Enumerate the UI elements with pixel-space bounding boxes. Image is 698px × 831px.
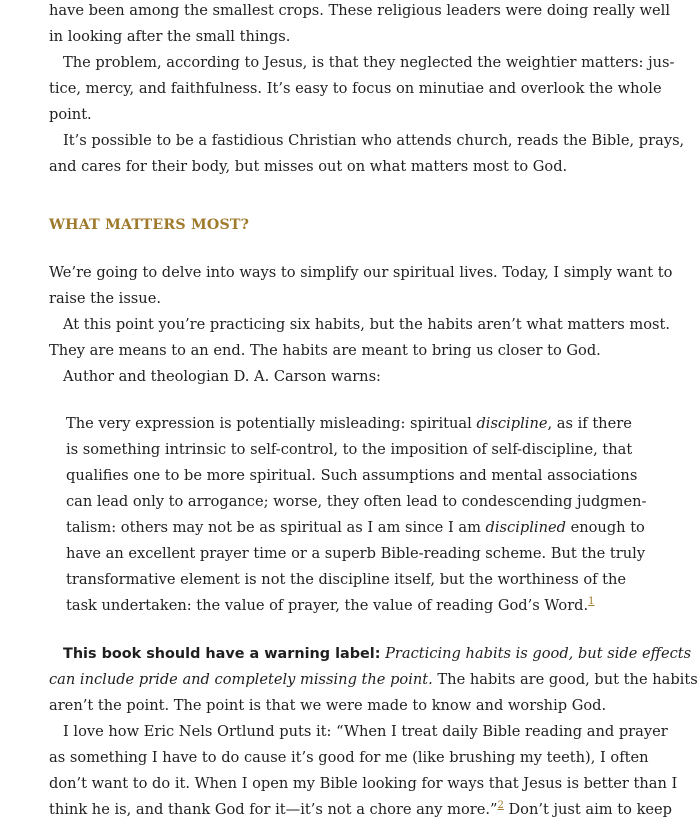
paragraph-line: raise the issue.: [49, 290, 161, 307]
quote-text: The very expression is potentially misleading: spiritual: [66, 415, 477, 432]
warning-label-bold: This book should have a warning label:: [63, 646, 381, 662]
paragraph-line: [49, 670, 698, 690]
blockquote-line: transformative element is not the discipline itself, but the worthiness of the: [66, 571, 627, 588]
paragraph-line: [49, 800, 672, 820]
paragraph-text: think he is, and thank God for it—it’s not a chore any more.”: [49, 801, 498, 818]
quote-emphasis: discipline: [476, 415, 548, 432]
paragraph-line: At this point you’re practicing six habits, but the habits aren’t what matters most.: [63, 316, 671, 333]
paragraph-line: tice, mercy, and faithfulness. It’s easy to focus on minutiae and overlook the whole: [49, 80, 662, 97]
warning-emphasis: can include pride and completely missing the point.: [49, 671, 433, 688]
paragraph-line: don’t want to do it. When I open my Bible looking for ways that Jesus is better than I: [49, 775, 678, 792]
quote-text: task undertaken: the value of prayer, the value of reading God’s Word.: [66, 597, 589, 614]
paragraph-line: [63, 644, 691, 664]
blockquote-line: [66, 414, 632, 434]
paragraph-line: I love how Eric Nels Ortlund puts it: “When I treat daily Bible reading and prayer: [63, 723, 668, 740]
blockquote-line: [66, 596, 595, 616]
quote-emphasis: disciplined: [485, 519, 566, 536]
warning-emphasis: Practicing habits is good, but side effects: [380, 645, 692, 662]
paragraph-line: We’re going to delve into ways to simplify our spiritual lives. Today, I simply want to: [49, 264, 673, 281]
blockquote-line: can lead only to arrogance; worse, they often lead to condescending judgmen-: [66, 493, 647, 510]
quote-text: talism: others may not be as spiritual as I am since I am: [66, 519, 486, 536]
paragraph-line: It’s possible to be a fastidious Christian who attends church, reads the Bible, prays,: [63, 132, 685, 149]
blockquote-line: is something intrinsic to self-control, to the imposition of self-discipline, that: [66, 441, 633, 458]
paragraph-text: The habits are good, but the habits: [432, 671, 698, 688]
paragraph-line: The problem, according to Jesus, is that they neglected the weightier matters: jus-: [63, 54, 675, 71]
paragraph-line: They are means to an end. The habits are meant to bring us closer to God.: [49, 342, 601, 359]
blockquote-line: qualifies one to be more spiritual. Such assumptions and mental associations: [66, 467, 638, 484]
paragraph-line: as something I have to do cause it’s good for me (like brushing my teeth), I often: [49, 749, 649, 766]
paragraph-line: in looking after the small things.: [49, 28, 291, 45]
paragraph-line: Author and theologian D. A. Carson warns:: [63, 368, 381, 385]
paragraph-line: and cares for their body, but misses out on what matters most to God.: [49, 158, 568, 175]
section-heading: WHAT MATTERS MOST?: [49, 217, 250, 233]
quote-text: enough to: [565, 519, 645, 536]
paragraph-line: have been among the smallest crops. These religious leaders were doing really well: [49, 2, 670, 19]
blockquote-line: have an excellent prayer time or a superb Bible-reading scheme. But the truly: [66, 545, 646, 562]
quote-text: , as if there: [547, 415, 632, 432]
footnote-link-2[interactable]: 2: [497, 800, 504, 811]
paragraph-line: point.: [49, 106, 92, 123]
paragraph-line: aren’t the point. The point is that we were made to know and worship God.: [49, 697, 607, 714]
blockquote-line: [66, 518, 645, 538]
paragraph-text: Don’t just aim to keep: [503, 801, 673, 818]
footnote-link-1[interactable]: 1: [588, 596, 595, 607]
